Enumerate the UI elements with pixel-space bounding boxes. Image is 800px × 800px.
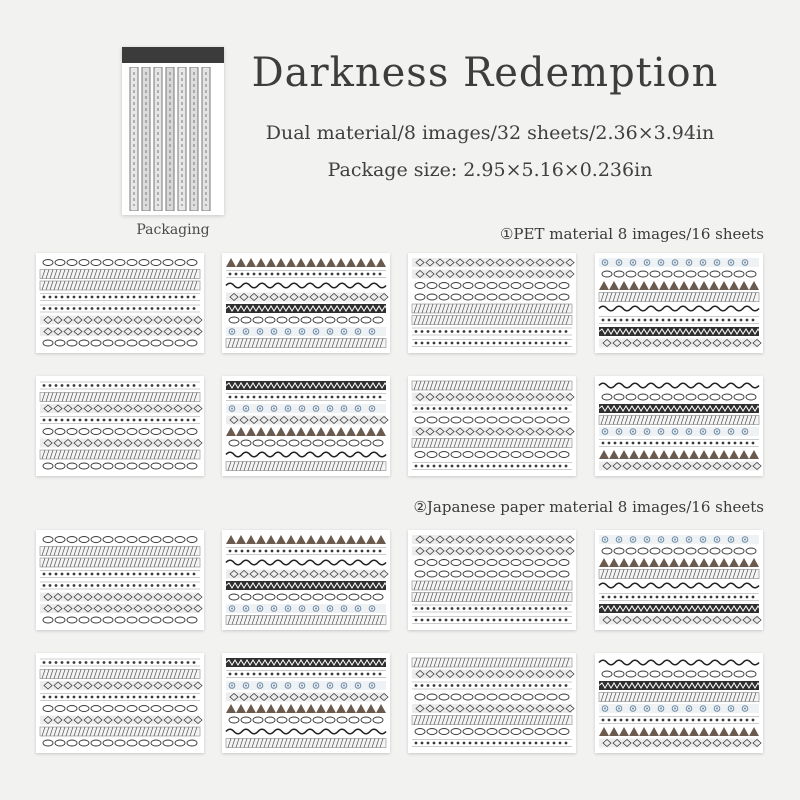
- sticker-pattern: [222, 530, 390, 630]
- sticker-sheet-paper-design-1: [36, 530, 204, 630]
- sticker-sheet-pet-design-7: [408, 376, 576, 476]
- packaging-image: [122, 47, 224, 215]
- sticker-sheet-pet-design-2: [222, 253, 390, 353]
- sticker-pattern: [222, 376, 390, 476]
- package-size-line: Package size: 2.95×5.16×0.236in: [327, 159, 653, 181]
- sticker-pattern: [36, 253, 204, 353]
- packaging-header-band: [122, 47, 224, 63]
- sticker-pattern: [408, 653, 576, 753]
- product-spec-line: Dual material/8 images/32 sheets/2.36×3.94in: [265, 122, 715, 144]
- sticker-sheet-pet-design-5: [36, 376, 204, 476]
- sticker-pattern: [595, 653, 763, 753]
- sticker-pattern: [408, 530, 576, 630]
- sticker-sheet-pet-design-4: [595, 253, 763, 353]
- sticker-sheet-paper-design-5: [36, 653, 204, 753]
- sticker-pattern: [36, 653, 204, 753]
- sticker-sheet-pet-design-1: [36, 253, 204, 353]
- packaging-label: Packaging: [136, 222, 210, 238]
- sticker-pattern: [595, 376, 763, 476]
- sticker-pattern: [408, 376, 576, 476]
- sticker-sheet-paper-design-7: [408, 653, 576, 753]
- packaging-strips: [128, 67, 218, 211]
- sticker-sheet-pet-design-8: [595, 376, 763, 476]
- sticker-pattern: [222, 253, 390, 353]
- sticker-pattern: [595, 530, 763, 630]
- sticker-sheet-pet-design-6: [222, 376, 390, 476]
- sticker-pattern: [595, 253, 763, 353]
- sticker-pattern: [36, 530, 204, 630]
- sticker-sheet-paper-design-6: [222, 653, 390, 753]
- sticker-sheet-paper-design-8: [595, 653, 763, 753]
- sticker-pattern: [408, 253, 576, 353]
- product-title: Darkness Redemption: [251, 50, 719, 96]
- section-label-pet: ①PET material 8 images/16 sheets: [499, 225, 764, 243]
- sticker-sheet-paper-design-4: [595, 530, 763, 630]
- section-label-japanese-paper: ②Japanese paper material 8 images/16 sheets: [413, 498, 764, 516]
- sticker-pattern: [222, 653, 390, 753]
- sticker-sheet-pet-design-3: [408, 253, 576, 353]
- sticker-sheet-paper-design-3: [408, 530, 576, 630]
- sticker-sheet-paper-design-2: [222, 530, 390, 630]
- sticker-pattern: [36, 376, 204, 476]
